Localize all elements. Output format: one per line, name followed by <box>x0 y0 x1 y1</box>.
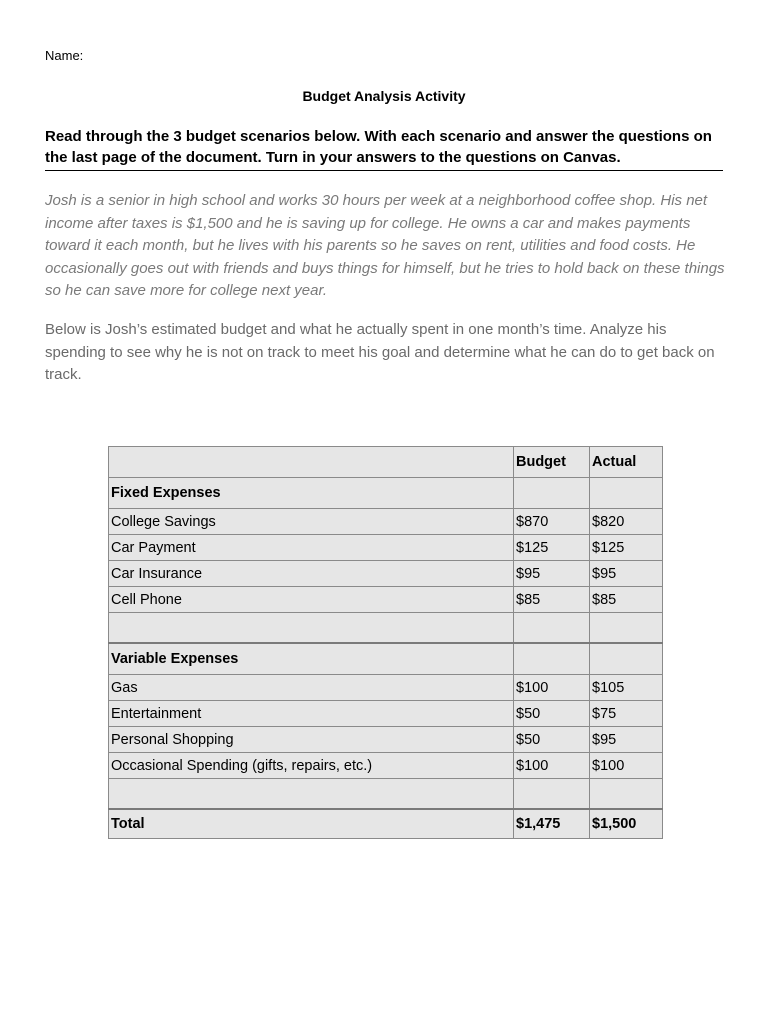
total-budget: $1,475 <box>514 809 590 839</box>
total-label: Total <box>109 809 514 839</box>
fixed-section-row <box>109 478 663 509</box>
table-row <box>109 753 663 779</box>
variable-section-row <box>109 643 663 675</box>
table-header-row <box>109 447 663 478</box>
row-actual: $75 <box>590 701 663 727</box>
analysis-paragraph: Below is Josh’s estimated budget and what he actually spent in one month’s time. Analyze his spending to see why he is not on track to meet his goal and determine what he can do to get back on track. <box>45 321 715 383</box>
row-label: Cell Phone <box>109 587 514 613</box>
row-label: Occasional Spending (gifts, repairs, etc.) <box>109 753 514 779</box>
header-label-cell <box>109 447 514 478</box>
row-budget: $100 <box>514 753 590 779</box>
spacer-row <box>109 613 663 644</box>
row-budget: $125 <box>514 535 590 561</box>
row-label: Gas <box>109 675 514 701</box>
table-row <box>109 701 663 727</box>
row-label: Entertainment <box>109 701 514 727</box>
page-title: Budget Analysis Activity <box>302 88 466 104</box>
scenario-paragraph: Josh is a senior in high school and works 30 hours per week at a neighborhood coffee shop. His net income after taxes is $1,500 and he is saving up for college. He owns a car and makes payments toward it each month, but he lives with his parents so he saves on rent, utilities and food costs. He occasionally goes out with friends and buys things for himself, but he tries to hold back on these things so he can save more for college next year. <box>45 192 725 299</box>
table-row <box>109 561 663 587</box>
name-label: Name: <box>45 48 84 63</box>
row-label: Personal Shopping <box>109 727 514 753</box>
fixed-section-title: Fixed Expenses <box>109 478 514 509</box>
budget-table <box>108 446 663 839</box>
row-label: Car Payment <box>109 535 514 561</box>
row-actual: $95 <box>590 727 663 753</box>
row-budget: $50 <box>514 701 590 727</box>
row-budget: $50 <box>514 727 590 753</box>
table-row <box>109 535 663 561</box>
header-actual-cell: Actual <box>590 447 663 478</box>
row-actual: $125 <box>590 535 663 561</box>
row-actual: $95 <box>590 561 663 587</box>
total-row <box>109 809 663 839</box>
row-budget: $100 <box>514 675 590 701</box>
row-label: College Savings <box>109 509 514 535</box>
instructions-paragraph: Read through the 3 budget scenarios below. With each scenario and answer the questions on the last page of the document. Turn in your answers to the questions on Canvas. <box>45 126 723 171</box>
variable-section-title: Variable Expenses <box>109 643 514 675</box>
row-actual: $85 <box>590 587 663 613</box>
row-actual: $820 <box>590 509 663 535</box>
total-actual: $1,500 <box>590 809 663 839</box>
table-row <box>109 727 663 753</box>
row-budget: $95 <box>514 561 590 587</box>
spacer-row <box>109 779 663 810</box>
table-row <box>109 675 663 701</box>
row-label: Car Insurance <box>109 561 514 587</box>
row-actual: $105 <box>590 675 663 701</box>
table-row <box>109 509 663 535</box>
table-row <box>109 587 663 613</box>
header-budget-cell: Budget <box>514 447 590 478</box>
row-budget: $85 <box>514 587 590 613</box>
row-actual: $100 <box>590 753 663 779</box>
row-budget: $870 <box>514 509 590 535</box>
